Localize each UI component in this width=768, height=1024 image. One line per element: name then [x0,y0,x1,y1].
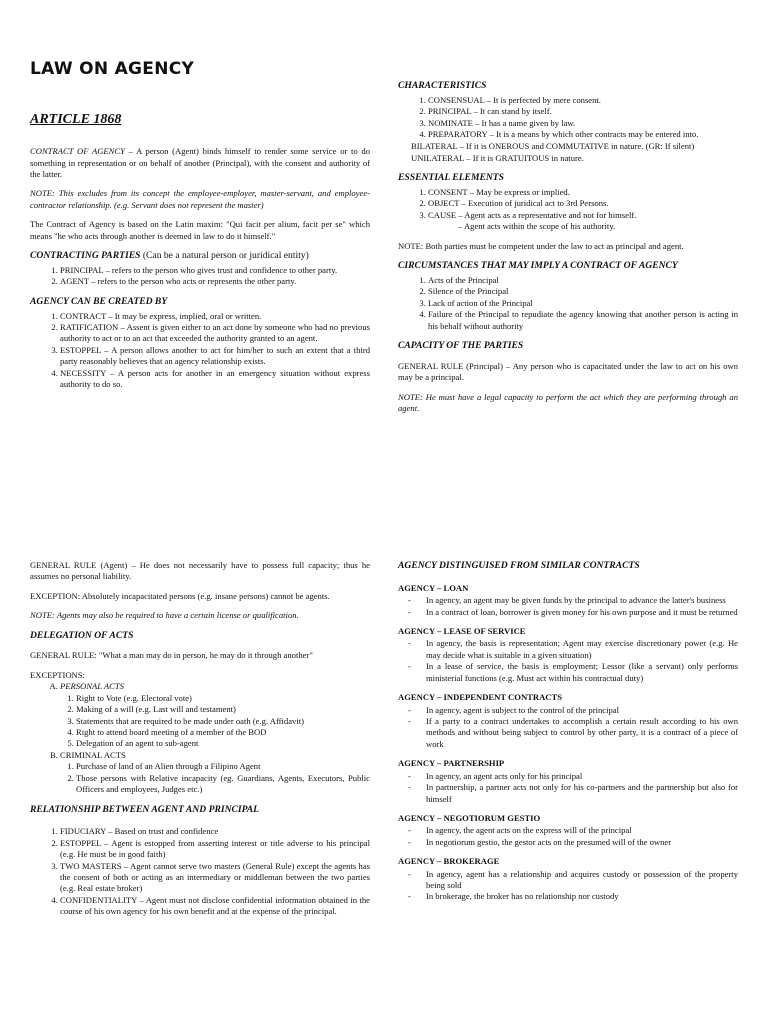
list-item: 2. Those persons with Relative incapacity (eg. Guardians, Agents, Executors, Public Officers and employees, Judges etc.) [76,773,370,796]
list-item: 2. AGENT – refers to the person who acts or represents the other party. [60,276,370,287]
list-item: 1. CONTRACT – It may be express, implied, oral or written. [60,311,370,322]
list-item: 1. PRINCIPAL – refers to the person who gives trust and confidence to other party. [60,265,370,276]
list-item: 3. Lack of action of the Principal [428,298,738,309]
criminal-acts-label: CRIMINAL ACTS [60,749,126,760]
list-item: 2. PRINCIPAL – It can stand by itself. [428,106,738,117]
latin-maxim: The Contract of Agency is based on the Latin maxim: "Qui facit per alium, facit per se" which means "he who acts through another is deemed in law to do it himself." [30,219,370,241]
capacity-note: NOTE: He must have a legal capacity to perform the act which they are performing through an agent. [398,391,738,414]
list-item: 2. Silence of the Principal [428,286,738,297]
group-lease-label: AGENCY – LEASE OF SERVICE [398,626,526,637]
list-item: 4. NECESSITY – A person acts for another in an emergency situation without express authority to do so. [60,368,370,391]
list-item: - In a contract of loan, borrower is given money for his own purpose and it must be returned [426,607,738,618]
circumstances-heading: CIRCUMSTANCES THAT MAY IMPLY A CONTRACT OF AGENCY [398,260,678,272]
bilateral-line: BILATERAL – If it is ONEROUS and COMMUTATIVE in nature. (GR: If silent) [411,141,695,152]
column-top-left [30,58,370,398]
list-item: - In brokerage, the broker has no relationship nor custody [426,891,738,902]
unilateral-line: UNILATERAL – If it is GRATUITOUS in nature. [411,152,584,163]
list-item: - In negotiorum gestio, the gestor acts on the presumed will of the owner [426,837,738,848]
list-item [60,750,370,796]
list-item: 1. FIDUCIARY – Based on trust and confidence [60,826,370,837]
group-partnership-list [398,771,738,805]
contracting-parties-sub: (Can be a natural person or juridical entity) [140,250,309,262]
list-item: 3. TWO MASTERS – Agent cannot serve two masters (General Rule) except the agents has the consent of both or acting as an intermediary or middleman between the two parties (e.g. Real estate broker) [60,861,370,895]
list-item: 2. OBJECT – Execution of juridical act to 3rd Persons. [428,198,738,209]
list-item: - In agency, the basis is representation; Agent may exercise discretionary power (e.g. He may decide what is suitable in a given situation) [426,638,738,661]
list-item: 4. CONFIDENTIALITY – Agent must not disclose confidential information obtained in the course of his own agency for his own benefit and at the expense of the principal. [60,895,370,918]
column-top-right [398,80,738,422]
note-both-parties: NOTE: Both parties must be competent under the law to act as principal and agent. [398,240,684,251]
list-item: 1. Acts of the Principal [428,275,738,286]
general-rule-agent: GENERAL RULE (Agent) – He does not necessarily have to possess full capacity; thus he assumes no personal liability. [30,560,370,582]
list-item: 3. NOMINATE – It has a name given by law. [428,118,738,129]
group-loan-list [398,595,738,618]
exception-incapacitated: EXCEPTION: Absolutely incapacitated persons (e.g. insane persons) cannot be agents. [30,590,330,601]
list-item: 4. Failure of the Principal to repudiate the agency knowing that another person is acting in his behalf without authority [428,309,738,332]
note-license: NOTE: Agents may also be required to have a certain license or qualification. [30,610,299,621]
capacity-general-rule: GENERAL RULE (Principal) – Any person who is capacitated under the law to act on his own may be a principal. [398,360,738,383]
capacity-heading: CAPACITY OF THE PARTIES [398,340,524,351]
list-item: - In partnership, a partner acts not only for his co-partners and the partnership but also for himself [426,782,738,805]
list-item: 1. CONSENT – May be express or implied. [428,187,738,198]
contracting-parties-list [30,265,370,288]
essential-elements-list [398,187,738,221]
group-lease-list [398,638,738,684]
contract-definition [30,146,370,180]
column-bottom-left [30,560,370,926]
group-independent-list [398,705,738,751]
list-item: 4. Right to attend board meeting of a member of the BOD [76,727,370,738]
delegation-general-rule: GENERAL RULE: "What a man may do in person, he may do it through another" [30,650,313,661]
list-item: 1. Purchase of land of an Alien through a Filipino Agent [76,761,370,772]
list-item: 4. PREPARATORY – It is a means by which other contracts may be entered into. [428,129,738,140]
exceptions-label: EXCEPTIONS: [30,669,85,680]
list-item: 1. Right to Vote (e.g. Electoral vote) [76,693,370,704]
group-brokerage-list [398,869,738,903]
characteristics-list [398,95,738,141]
list-item: - In a lease of service, the basis is employment; Lessor (like a servant) only performs ministerial functions (e.g. Must act within his contractual duty) [426,661,738,684]
article-heading: ARTICLE 1868 [30,111,122,127]
cause-extra-line: – Agent acts within the scope of his authority. [458,221,616,232]
list-item: - In agency, the agent acts on the express will of the principal [426,825,738,836]
contract-definition-text: – A person (Agent) binds himself to render some service or to do something in representation or on behalf of another (Principal), with the consent and authority of the latter. [30,146,370,180]
essential-elements-heading: ESSENTIAL ELEMENTS [398,172,505,184]
agency-created-heading: AGENCY CAN BE CREATED BY [30,295,168,307]
personal-acts-list [60,693,370,750]
group-brokerage-label: AGENCY – BROKERAGE [398,856,500,867]
list-item: - If a party to a contract undertakes to accomplish a certain result according to his own methods and without being subject to control by other party, it is a contract of a piece of work [426,716,738,750]
characteristics-heading: CHARACTERISTICS [398,80,487,91]
circumstances-list [398,275,738,332]
document-title: LAW ON AGENCY [30,59,195,79]
group-negotiorum-list [398,825,738,848]
list-item: - In agency, an agent may be given funds by the principal to advance the latter's business [426,595,738,606]
exceptions-list [30,681,370,795]
list-item [60,681,370,750]
group-partnership-label: AGENCY – PARTNERSHIP [398,758,505,769]
contracting-parties-title: CONTRACTING PARTIES [30,250,141,262]
list-item: - In agency, agent is subject to the control of the principal [426,705,738,716]
group-independent-label: AGENCY – INDEPENDENT CONTRACTS [398,692,563,703]
list-item: - In agency, agent has a relationship and acquires custody or possession of the property being sold [426,869,738,892]
list-item: 1. CONSENSUAL – It is perfected by mere consent. [428,95,738,106]
agency-created-list [30,311,370,391]
criminal-acts-list [60,761,370,795]
note-excludes: NOTE: This excludes from its concept the employee-employer, master-servant, and employee-contractor relationship. (e.g. Servant does not represent the master) [30,188,370,210]
list-item: 2. RATIFICATION – Assent is given either to an act done by someone who had no previous authority to act or to an act that exceeded the authority granted to an agent. [60,322,370,345]
contracting-parties-heading [30,250,370,263]
delegation-heading: DELEGATION OF ACTS [30,629,134,641]
list-item: 2. Making of a will (e.g. Last will and testament) [76,704,370,715]
list-item: 2. ESTOPPEL – Agent is estopped from asserting interest or title adverse to his principal (e.g. He must be in good faith) [60,838,370,861]
relationship-heading: RELATIONSHIP BETWEEN AGENT AND PRINCIPAL [30,803,260,815]
list-item: 3. Statements that are required to be made under oath (e.g. Affidavit) [76,716,370,727]
list-item: 5. Delegation of an agent to sub-agent [76,738,370,749]
relationship-list [30,826,370,917]
distinguished-heading: AGENCY DISTINGUISED FROM SIMILAR CONTRACTS [398,560,640,571]
group-loan-label: AGENCY – LOAN [398,582,469,593]
column-bottom-right [398,560,738,911]
personal-acts-label: PERSONAL ACTS [60,681,124,692]
list-item: 3. CAUSE – Agent acts as a representative and not for himself. [428,210,738,221]
list-item: 3. ESTOPPEL – A person allows another to act for him/her to such an extent that a third party reasonably believes that an agency relationship exists. [60,345,370,368]
contract-definition-label: CONTRACT OF AGENCY [30,146,125,157]
list-item: - In agency, an agent acts only for his principal [426,771,738,782]
group-negotiorum-label: AGENCY – NEGOTIORUM GESTIO [398,812,541,823]
